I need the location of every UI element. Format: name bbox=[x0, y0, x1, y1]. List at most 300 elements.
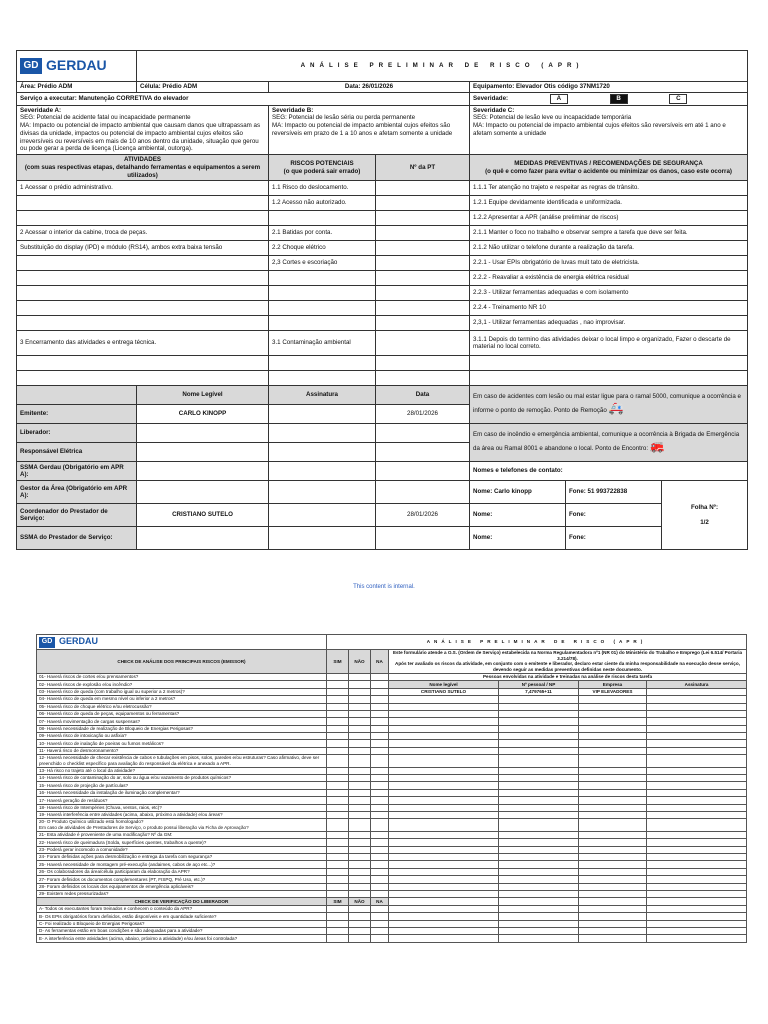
pt-cell bbox=[376, 301, 470, 316]
answer-nao[interactable] bbox=[349, 725, 371, 732]
answer-nao[interactable] bbox=[349, 920, 371, 927]
answer-nao[interactable] bbox=[349, 861, 371, 868]
risk-cell: 2.2 Choque elétrico bbox=[269, 241, 376, 256]
verif-text: B- Os EPIs obrigatórios foram definidos, estão disponíveis e em quantidade suficiente? bbox=[37, 913, 327, 920]
answer-nao[interactable] bbox=[349, 789, 371, 796]
person-signature bbox=[647, 740, 747, 747]
answer-sim[interactable] bbox=[327, 782, 349, 789]
answer-nao[interactable] bbox=[349, 688, 371, 695]
question-text bbox=[37, 775, 327, 782]
answer-nao[interactable] bbox=[349, 718, 371, 725]
verif-row bbox=[37, 913, 747, 920]
person-signature bbox=[647, 927, 747, 934]
answer-na[interactable] bbox=[371, 797, 389, 804]
answer-nao[interactable] bbox=[349, 891, 371, 898]
pt-cell bbox=[376, 241, 470, 256]
question-text bbox=[37, 789, 327, 796]
checklist-row bbox=[37, 868, 747, 875]
person-np bbox=[499, 696, 579, 703]
medidas-label: MEDIDAS PREVENTIVAS / RECOMENDAÇÕES DE SEGURANÇA bbox=[514, 159, 703, 167]
coordenador-label: Coordenador do Prestador de Serviço: bbox=[17, 504, 137, 527]
answer-na[interactable] bbox=[371, 868, 389, 875]
person-np bbox=[499, 905, 579, 912]
answer-sim[interactable] bbox=[327, 767, 349, 774]
answer-sim[interactable] bbox=[327, 696, 349, 703]
person-company bbox=[579, 868, 647, 875]
person-name bbox=[389, 846, 499, 853]
answer-sim[interactable] bbox=[327, 747, 349, 754]
answer-nao[interactable] bbox=[349, 740, 371, 747]
answer-sim[interactable] bbox=[327, 775, 349, 782]
verif-header-row bbox=[37, 898, 747, 905]
answer-na[interactable] bbox=[371, 876, 389, 883]
question-text bbox=[37, 681, 327, 688]
activity-cell bbox=[17, 286, 269, 301]
person-np bbox=[499, 883, 579, 890]
answer-na[interactable] bbox=[371, 775, 389, 782]
risk-row bbox=[17, 316, 748, 331]
pt-cell bbox=[376, 371, 470, 386]
person-signature bbox=[647, 812, 747, 819]
p2-title: ANÁLISE PRELIMINAR DE RISCO (APR) bbox=[327, 635, 747, 650]
answer-na[interactable] bbox=[371, 740, 389, 747]
gerdau-logo-icon-p2: GD bbox=[39, 637, 55, 648]
person-signature bbox=[647, 747, 747, 754]
risk-cell bbox=[269, 316, 376, 331]
question-text bbox=[37, 804, 327, 811]
question-label: 10- Haverá risco de inalação de poeiras ou fumos metálicos? bbox=[39, 740, 164, 746]
answer-sim[interactable] bbox=[327, 797, 349, 804]
answer-na[interactable] bbox=[371, 718, 389, 725]
answer-sim[interactable] bbox=[327, 703, 349, 710]
person-signature bbox=[647, 854, 747, 861]
ssma-prestador-label: SSMA do Prestador de Serviço: bbox=[17, 527, 137, 550]
answer-sim[interactable] bbox=[327, 846, 349, 853]
pt-cell bbox=[376, 226, 470, 241]
person-np bbox=[499, 846, 579, 853]
person-name bbox=[389, 819, 499, 831]
person-np bbox=[499, 831, 579, 838]
person-company bbox=[579, 755, 647, 767]
folha-value: 1/2 bbox=[700, 519, 709, 527]
answer-na[interactable] bbox=[371, 854, 389, 861]
activity-cell bbox=[17, 256, 269, 271]
answer-sim[interactable] bbox=[327, 891, 349, 898]
answer-nao[interactable] bbox=[349, 854, 371, 861]
severity-c-seg: SEG: Potencial de lesão leve ou incapacidade temporária bbox=[473, 114, 632, 122]
coordenador-name: CRISTIANO SUTELO bbox=[137, 504, 269, 527]
measure-cell: 2.1.1 Manter o foco no trabalho e observar sempre a tarefa que deve ser feita. bbox=[470, 226, 748, 241]
risk-cell: 1.2 Acesso não autorizado. bbox=[269, 196, 376, 211]
question-label: 12- Haverá necessidade de checar existência de cabos e tubulações em pisos, solos, paredes e/ou estruturas? Caso afirmativo, deve ser preenchido o checklist específico para avaliação do responsável da elétrica e anexado a APR. bbox=[39, 755, 320, 766]
person-signature bbox=[647, 839, 747, 846]
question-label: 20- O Produto Químico utilizado está homologado? bbox=[39, 819, 144, 825]
answer-sim[interactable] bbox=[327, 854, 349, 861]
pt-cell bbox=[376, 286, 470, 301]
person-signature bbox=[647, 703, 747, 710]
col-header-pt: Nº da PT bbox=[376, 155, 470, 181]
severity-a-definition bbox=[17, 105, 269, 155]
risk-cell: 2,3 Cortes e escoriação bbox=[269, 256, 376, 271]
ssma-prestador-name bbox=[137, 527, 269, 550]
answer-nao[interactable] bbox=[349, 913, 371, 920]
question-label: 29- Existem redes pressurizadas? bbox=[39, 891, 109, 897]
person-company bbox=[579, 775, 647, 782]
pt-cell bbox=[376, 211, 470, 226]
answer-sim[interactable] bbox=[327, 819, 349, 831]
person-name bbox=[389, 920, 499, 927]
question-label: 01- Haverá riscos de cortes e/ou prensamentos? bbox=[39, 674, 139, 680]
severity-b-title: Severidade B: bbox=[272, 106, 314, 114]
answer-nao[interactable] bbox=[349, 767, 371, 774]
answer-nao[interactable] bbox=[349, 831, 371, 838]
person-np bbox=[499, 804, 579, 811]
answer-na[interactable] bbox=[371, 883, 389, 890]
col-na-2: NA bbox=[371, 898, 389, 905]
gestor-signature bbox=[269, 481, 376, 504]
question-text bbox=[37, 703, 327, 710]
person-name bbox=[389, 861, 499, 868]
person-name bbox=[389, 831, 499, 838]
person-name bbox=[389, 935, 499, 942]
risk-row bbox=[17, 181, 748, 196]
person-np bbox=[499, 868, 579, 875]
answer-sim[interactable] bbox=[327, 804, 349, 811]
folha-box bbox=[662, 481, 748, 550]
person-signature bbox=[647, 755, 747, 767]
resp-eletrica-name bbox=[137, 443, 269, 462]
company-name-p2: GERDAU bbox=[59, 636, 99, 647]
pt-cell bbox=[376, 256, 470, 271]
answer-sim[interactable] bbox=[327, 905, 349, 912]
question-text bbox=[37, 755, 327, 767]
answer-na[interactable] bbox=[371, 913, 389, 920]
answer-nao[interactable] bbox=[349, 868, 371, 875]
answer-sim[interactable] bbox=[327, 935, 349, 942]
person-name bbox=[389, 710, 499, 717]
answer-sim[interactable] bbox=[327, 740, 349, 747]
answer-na[interactable] bbox=[371, 733, 389, 740]
answer-na[interactable] bbox=[371, 782, 389, 789]
answer-sim[interactable] bbox=[327, 861, 349, 868]
question-label: 21- Esta atividade é proveniente de uma modificação? Nº da GM: bbox=[39, 832, 173, 838]
answer-na[interactable] bbox=[371, 767, 389, 774]
answer-na[interactable] bbox=[371, 725, 389, 732]
answer-sim[interactable] bbox=[327, 812, 349, 819]
riscos-sub: (o que poderá sair errado) bbox=[283, 167, 361, 175]
question-label: 16- Haverá necessidade da instalação de iluminação complementar? bbox=[39, 790, 180, 796]
person-company bbox=[579, 767, 647, 774]
emitente-name: CARLO KINOPP bbox=[137, 405, 269, 424]
answer-nao[interactable] bbox=[349, 812, 371, 819]
checklist-row bbox=[37, 804, 747, 811]
person-np bbox=[499, 733, 579, 740]
contact-1-phone: Fone: 51 993722838 bbox=[566, 481, 662, 504]
person-name bbox=[389, 812, 499, 819]
answer-sim[interactable] bbox=[327, 725, 349, 732]
person-name bbox=[389, 740, 499, 747]
person-name bbox=[389, 927, 499, 934]
answer-na[interactable] bbox=[371, 804, 389, 811]
answer-sim[interactable] bbox=[327, 733, 349, 740]
col-sim-2: SIM bbox=[327, 898, 349, 905]
answer-sim[interactable] bbox=[327, 688, 349, 695]
answer-nao[interactable] bbox=[349, 927, 371, 934]
measure-cell: 2,3,1 - Utilizar ferramentas adequadas , nao improvisar. bbox=[470, 316, 748, 331]
checklist-row bbox=[37, 876, 747, 883]
risk-row bbox=[17, 286, 748, 301]
pt-cell bbox=[376, 196, 470, 211]
risk-row bbox=[17, 371, 748, 386]
person-np bbox=[499, 797, 579, 804]
ssma-gerdau-label: SSMA Gerdau (Obrigatório em APR A): bbox=[17, 462, 137, 481]
risk-row bbox=[17, 256, 748, 271]
question-text bbox=[37, 782, 327, 789]
person-signature bbox=[647, 883, 747, 890]
answer-sim[interactable] bbox=[327, 718, 349, 725]
answer-sim[interactable] bbox=[327, 883, 349, 890]
answer-na[interactable] bbox=[371, 747, 389, 754]
answer-nao[interactable] bbox=[349, 710, 371, 717]
accident-text: Em caso de acidentes com lesão ou mal estar ligue para o ramal 5000, comunique a ocorrência e informe o ponto de remoção. Ponto de Remoção bbox=[473, 393, 741, 415]
person-company bbox=[579, 839, 647, 846]
answer-sim[interactable] bbox=[327, 789, 349, 796]
person-company bbox=[579, 898, 647, 905]
company-name: GERDAU bbox=[46, 57, 107, 74]
verif-row bbox=[37, 935, 747, 942]
col-header-medidas bbox=[470, 155, 748, 181]
person-name bbox=[389, 782, 499, 789]
gestor-date bbox=[376, 481, 470, 504]
question-text bbox=[37, 710, 327, 717]
severity-c-ma: MA: Impacto ou potencial de impacto ambiental cujos efeitos são reversíveis em até 1 ano e afetam somente a unidade bbox=[473, 122, 726, 137]
ssma-prestador-date bbox=[376, 527, 470, 550]
answer-sim[interactable] bbox=[327, 913, 349, 920]
question-label: 22- Haverá risco de queimadura (Solda, superfícies quentes, trabalhos a quente)? bbox=[39, 839, 207, 845]
answer-nao[interactable] bbox=[349, 681, 371, 688]
person-company bbox=[579, 740, 647, 747]
person-company bbox=[579, 920, 647, 927]
person-signature bbox=[647, 688, 747, 695]
answer-na[interactable] bbox=[371, 703, 389, 710]
answer-nao[interactable] bbox=[349, 846, 371, 853]
answer-na[interactable] bbox=[371, 710, 389, 717]
answer-nao[interactable] bbox=[349, 839, 371, 846]
contact-2-name: Nome: bbox=[470, 504, 566, 527]
answer-nao[interactable] bbox=[349, 782, 371, 789]
people-col-header: Nome legível bbox=[389, 681, 499, 688]
answer-na[interactable] bbox=[371, 819, 389, 831]
ssma-prestador-signature bbox=[269, 527, 376, 550]
answer-na[interactable] bbox=[371, 681, 389, 688]
activity-cell bbox=[17, 271, 269, 286]
answer-na[interactable] bbox=[371, 891, 389, 898]
checklist-row bbox=[37, 797, 747, 804]
col-sim: SIM bbox=[327, 650, 349, 674]
answer-sim[interactable] bbox=[327, 868, 349, 875]
answer-na[interactable] bbox=[371, 927, 389, 934]
person-name bbox=[389, 718, 499, 725]
contact-1-name: Nome: Carlo kinopp bbox=[470, 481, 566, 504]
liberador-name bbox=[137, 424, 269, 443]
person-np bbox=[499, 747, 579, 754]
risk-row bbox=[17, 211, 748, 226]
answer-na[interactable] bbox=[371, 839, 389, 846]
checklist-row bbox=[37, 854, 747, 861]
person-company bbox=[579, 718, 647, 725]
ssma-gerdau-signature bbox=[269, 462, 376, 481]
checklist-row bbox=[37, 681, 747, 688]
answer-na[interactable] bbox=[371, 920, 389, 927]
question-label: 03- Haverá risco de queda (com trabalho igual ou superior a 2 metros)? bbox=[39, 689, 185, 695]
pt-cell bbox=[376, 271, 470, 286]
measure-cell: 2.2.3 - Utilizar ferramentas adequadas e com isolamento bbox=[470, 286, 748, 301]
pt-cell bbox=[376, 331, 470, 356]
person-signature bbox=[647, 725, 747, 732]
answer-nao[interactable] bbox=[349, 804, 371, 811]
person-np bbox=[499, 740, 579, 747]
person-np bbox=[499, 913, 579, 920]
person-np bbox=[499, 854, 579, 861]
answer-sim[interactable] bbox=[327, 681, 349, 688]
answer-sim[interactable] bbox=[327, 831, 349, 838]
activity-cell bbox=[17, 371, 269, 386]
severity-c-box: C bbox=[669, 94, 687, 104]
person-company bbox=[579, 846, 647, 853]
verif-text: A- Todos os executantes foram treinados e conhecem o conteúdo da APR? bbox=[37, 905, 327, 912]
person-signature bbox=[647, 767, 747, 774]
ssma-gerdau-date bbox=[376, 462, 470, 481]
resp-eletrica-date bbox=[376, 443, 470, 462]
answer-na[interactable] bbox=[371, 905, 389, 912]
answer-na[interactable] bbox=[371, 755, 389, 767]
severity-a-box: A bbox=[550, 94, 568, 104]
verif-title: CHECK DE VERIFICAÇÃO DO LIBERADOR bbox=[37, 898, 327, 905]
person-company bbox=[579, 876, 647, 883]
emitente-label: Emitente: bbox=[17, 405, 137, 424]
question-label: 07- Haverá movimentação de cargas suspensas? bbox=[39, 718, 141, 724]
question-text bbox=[37, 688, 327, 695]
answer-nao[interactable] bbox=[349, 935, 371, 942]
person-np bbox=[499, 812, 579, 819]
person-company: VIP ELEVADORES bbox=[579, 688, 647, 695]
severity-selector bbox=[470, 92, 748, 105]
question-text bbox=[37, 831, 327, 838]
answer-nao[interactable] bbox=[349, 876, 371, 883]
checklist-row bbox=[37, 831, 747, 838]
checklist-row bbox=[37, 703, 747, 710]
person-name bbox=[389, 883, 499, 890]
person-signature bbox=[647, 898, 747, 905]
person-name bbox=[389, 696, 499, 703]
checklist-row bbox=[37, 767, 747, 774]
ssma-gerdau-name bbox=[137, 462, 269, 481]
activity-cell: 1 Acessar o prédio administrativo. bbox=[17, 181, 269, 196]
question-text bbox=[37, 812, 327, 819]
answer-nao[interactable] bbox=[349, 797, 371, 804]
answer-nao[interactable] bbox=[349, 747, 371, 754]
severity-a-title: Severidade A: bbox=[20, 106, 62, 114]
answer-nao[interactable] bbox=[349, 755, 371, 767]
person-company bbox=[579, 819, 647, 831]
person-np bbox=[499, 819, 579, 831]
col-nao-2: NÃO bbox=[349, 898, 371, 905]
severity-c-definition bbox=[470, 105, 748, 155]
person-company bbox=[579, 782, 647, 789]
answer-sim[interactable] bbox=[327, 876, 349, 883]
answer-sim[interactable] bbox=[327, 839, 349, 846]
measure-cell: 1.2.2 Apresentar a APR (análise preliminar de riscos) bbox=[470, 211, 748, 226]
answer-nao[interactable] bbox=[349, 883, 371, 890]
checklist-row bbox=[37, 883, 747, 890]
answer-na[interactable] bbox=[371, 935, 389, 942]
risk-row bbox=[17, 196, 748, 211]
question-label: 24- Foram definidas ações para desmobilização e entrega da tarefa com segurança? bbox=[39, 854, 213, 860]
emitente-signature bbox=[269, 405, 376, 424]
risk-cell: 2.1 Batidas por conta. bbox=[269, 226, 376, 241]
checklist-row bbox=[37, 696, 747, 703]
person-name bbox=[389, 797, 499, 804]
answer-na[interactable] bbox=[371, 696, 389, 703]
person-name bbox=[389, 703, 499, 710]
answer-na[interactable] bbox=[371, 688, 389, 695]
answer-nao[interactable] bbox=[349, 775, 371, 782]
person-name bbox=[389, 898, 499, 905]
answer-na[interactable] bbox=[371, 812, 389, 819]
coordenador-date: 28/01/2026 bbox=[376, 504, 470, 527]
col-header-atividades bbox=[17, 155, 269, 181]
question-text bbox=[37, 839, 327, 846]
answer-sim[interactable] bbox=[327, 755, 349, 767]
question-text bbox=[37, 819, 327, 831]
checklist-row bbox=[37, 733, 747, 740]
answer-nao[interactable] bbox=[349, 696, 371, 703]
answer-na[interactable] bbox=[371, 831, 389, 838]
answer-sim[interactable] bbox=[327, 673, 349, 680]
severity-b-box: B bbox=[610, 94, 628, 104]
answer-na[interactable] bbox=[371, 846, 389, 853]
liberador-label: Liberador: bbox=[17, 424, 137, 443]
answer-na[interactable] bbox=[371, 789, 389, 796]
risk-cell bbox=[269, 301, 376, 316]
person-np bbox=[499, 710, 579, 717]
activity-cell: 3 Encerramento das atividades e entrega técnica. bbox=[17, 331, 269, 356]
answer-sim[interactable] bbox=[327, 710, 349, 717]
question-text bbox=[37, 733, 327, 740]
checklist-row bbox=[37, 812, 747, 819]
verif-text: C- Foi realizado o Bloqueio de Energias Perigosas? bbox=[37, 920, 327, 927]
answer-nao[interactable] bbox=[349, 733, 371, 740]
answer-nao[interactable] bbox=[349, 819, 371, 831]
nr-note bbox=[389, 650, 747, 674]
contact-3-name: Nome: bbox=[470, 527, 566, 550]
logo bbox=[17, 51, 137, 82]
p2-logo bbox=[37, 635, 327, 650]
answer-nao[interactable] bbox=[349, 703, 371, 710]
person-signature bbox=[647, 868, 747, 875]
answer-sim[interactable] bbox=[327, 920, 349, 927]
person-signature bbox=[647, 782, 747, 789]
person-signature bbox=[647, 804, 747, 811]
answer-na[interactable] bbox=[371, 861, 389, 868]
answer-nao[interactable] bbox=[349, 905, 371, 912]
question-text bbox=[37, 854, 327, 861]
answer-nao[interactable] bbox=[349, 673, 371, 680]
measure-cell: 2.2.2 - Reavaliar a existência de energia elétrica residual bbox=[470, 271, 748, 286]
person-signature bbox=[647, 797, 747, 804]
answer-na[interactable] bbox=[371, 673, 389, 680]
answer-sim[interactable] bbox=[327, 927, 349, 934]
